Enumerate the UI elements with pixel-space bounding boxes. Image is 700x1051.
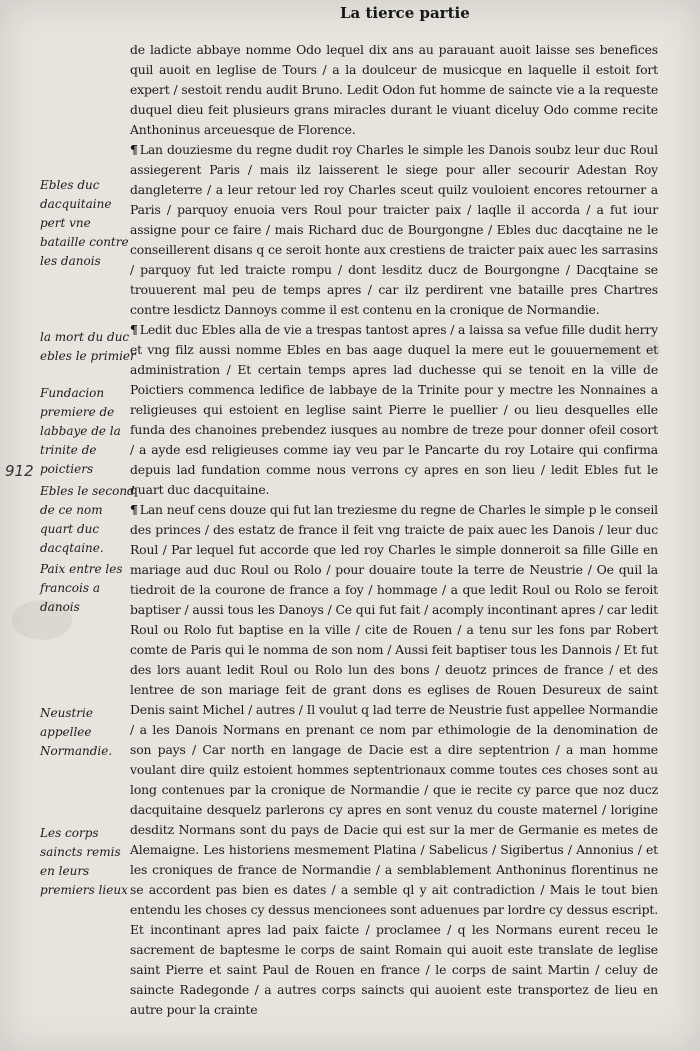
- pilcrow-icon: ¶: [130, 142, 138, 157]
- margin-note: la mort du duc ebles le primier: [40, 330, 136, 363]
- margin-note: Fundacion premiere de labbaye de la trinite de poictiers: [40, 386, 121, 476]
- running-header: La tierce partie: [340, 4, 470, 22]
- margin-note: Paix entre les francois a danois: [40, 562, 123, 614]
- paragraph: ¶ Lan douziesme du regne dudit roy Charles le simple les Danois soubz leur duc Roul assiegerent Paris / mais ilz laisserent le siege pour aller secourir Adestan Roy dangleterre / a leur retour led roy Charles sceut quilz vouloient encores retourner a Paris / parquoy enuoia vers Roul pour traicter paix / laqlle il accorda / a fut iour assigne pour ce faire / mais Richard duc de Bourgongne / Ebles duc dacqtaine ne le conseillerent disans q ce seroit honte aux crestiens de traicter paix auec les sarrasins / parquoy fut led traicte rompu / dont lesditz ducz de Bourgongne / Dacqtaine se trouuerent mal peu de temps apres / car ilz perdirent vne bataille pres Chartres contre lesdictz Dannoys comme il est contenu en la cronique de Normandie.: [130, 142, 658, 317]
- margin-note: Neustrie appellee Normandie.: [40, 706, 113, 758]
- margin-note: Ebles duc dacquitaine pert vne bataille contre les danois: [40, 178, 129, 268]
- pilcrow-icon: ¶: [130, 322, 138, 337]
- handwritten-year: 912: [5, 462, 34, 480]
- margin-note: Ebles le second de ce nom quart duc dacqtaine.: [40, 484, 135, 555]
- paragraph: de ladicte abbaye nomme Odo lequel dix ans au parauant auoit laisse ses benefices quil auoit en leglise de Tours / a la doulceur de musicque en laquelle il estoit fort expert / sestoit rendu audit Bruno. Ledit Odon fut homme de saincte vie a la requeste duquel dieu feit plusieurs grans miracles durant le viuant diceluy Odo comme recite Anthoninus arceuesque de Florence.: [130, 42, 658, 137]
- margin-note: Les corps saincts remis en leurs premiers lieux: [40, 826, 128, 897]
- paragraph: ¶ Lan neuf cens douze qui fut lan treziesme du regne de Charles le simple p le conseil des princes / des estatz de france il feit vng traicte de paix auec les Danois / leur duc Roul / Par lequel fut accorde que led roy Charles le simple donneroit sa fille Gille en mariage aud duc Roul ou Rolo / pour douaire toute la terre de Neustrie / Oe quil la tiedroit de la courone de france a foy / hommage / a que ledit Roul ou Rolo se feroit baptiser / aussi tous les Danoys / Ce qui fut fait / acomply incontinant apres / car ledit Roul ou Rolo fut baptise en la ville / cite de Rouen / a tenu sur les fons par Robert comte de Paris qui le nomma de son nom / Aussi feit baptiser tous les Dannois / Et fut des lors auant ledit Roul ou Rolo lun des bons / deuotz princes de france / et des lentree de son mariage feit de grant dons es eglises de Rouen Desureux de saint Denis saint Michel / autres / Il voulut q lad terre de Neustrie fust appellee Normandie / a les Danois Normans en prenant ce nom par ethimologie de la denomination de son pays / Car north en langage de Dacie est a dire septentrion / a man homme voulant dire quilz estoient hommes septentrionaux comme toutes ces choses sont au long contenues par la cronique de Normandie / que ie recite cy parce que noz ducz dacquitaine desquelz parlerons cy apres en sont venuz du couste maternel / lorigine desditz Normans sont du pays de Dacie qui est sur la mer de Germanie es metes de Alemaigne. Les historiens mesmement Platina / Sabelicus / Sigibertus / Annonius / et les croniques de france de Normandie / a semblablement Anthoninus florentinus ne se accordent pas bien es dates / a semble ql y ait contradiction / Mais le tout bien entendu les choses cy dessus mencionees sont aduenues par lordre cy dessus escript. Et incontinant apres lad paix faicte / proclamee / q les Normans eurent receu le sacrement de baptesme le corps de saint Romain qui auoit este translate de leglise saint Pierre et saint Paul de Rouen en france / le corps de saint Martin / celuy de saincte Radegonde / a autres corps saincts qui auoient este transportez de lieu en autre pour la crainte: [130, 502, 658, 1017]
- main-text-block: [130, 40, 658, 1020]
- paragraph: ¶ Ledit duc Ebles alla de vie a trespas tantost apres / a laissa sa vefue fille dudit herry et vng filz aussi nomme Ebles en bas aage duquel la mere eut le gouuernement et administration / Et certain temps apres lad duchesse qui se tenoit en la ville de Poictiers commenca ledifice de labbaye de la Trinite pour y mectre les Nonnaines a religieuses qui estoient en leglise saint Pierre le puellier / ou lieu desquelles elle funda des chanoines prebendez iusques au nombre de treze pour donner ofeil cosort / a ayde esd religieuses comme iay veu par le Pancarte du roy Lotaire qui confirma depuis lad fundation comme nous verrons cy apres en son lieu / ledit Ebles fut le quart duc dacquitaine.: [130, 322, 658, 497]
- pilcrow-icon: ¶: [130, 502, 138, 517]
